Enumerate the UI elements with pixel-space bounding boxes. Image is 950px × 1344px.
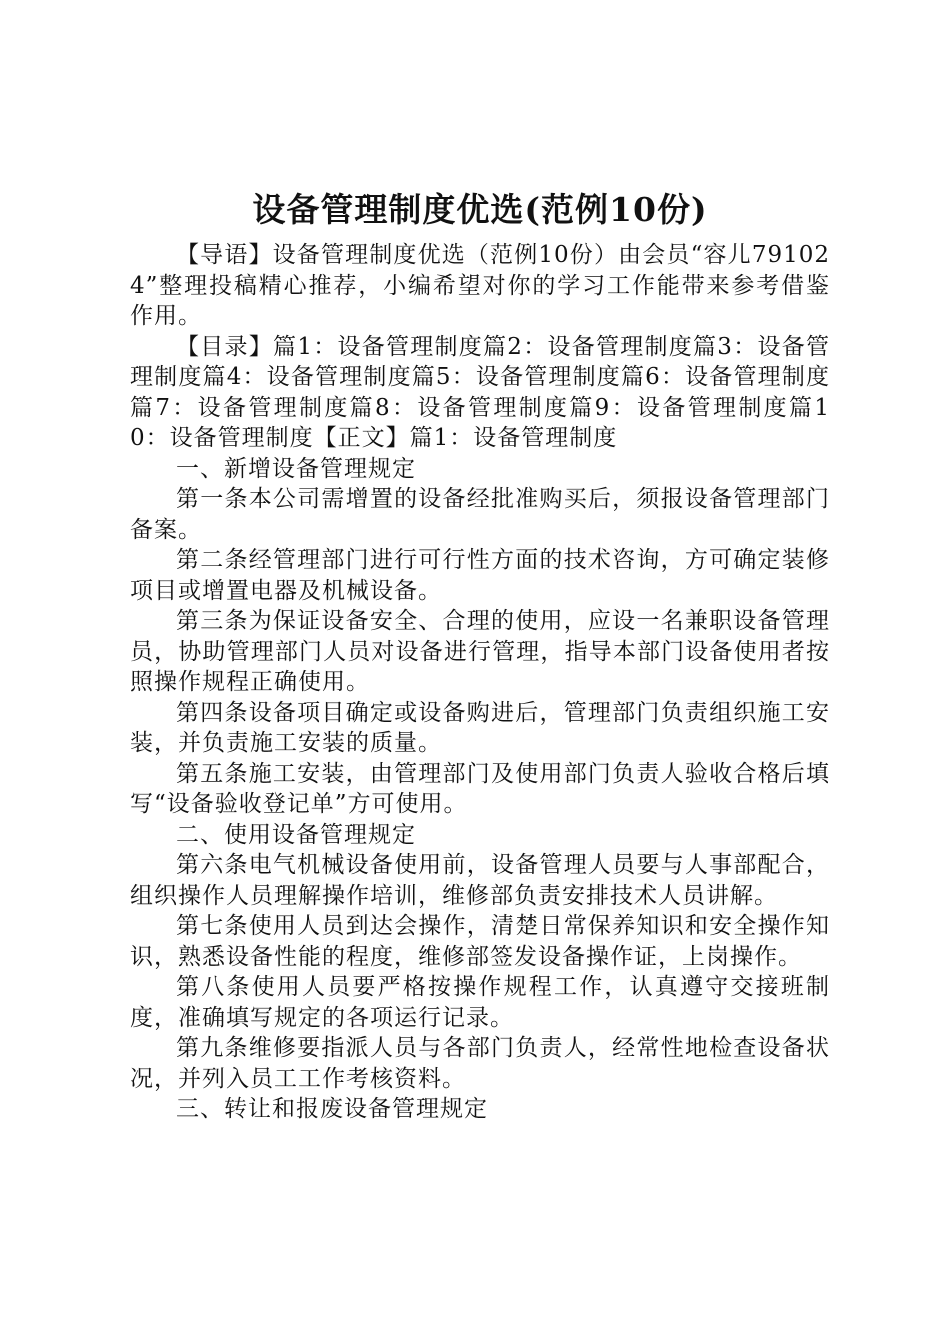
- body-paragraph: 第一条本公司需增置的设备经批准购买后，须报设备管理部门备案。: [130, 486, 830, 543]
- body-paragraph: 第九条维修要指派人员与各部门负责人，经常性地检查设备状况，并列入员工工作考核资料。: [130, 1035, 830, 1092]
- document-body: [130, 188, 830, 1125]
- section-heading: 二、使用设备管理规定: [176, 821, 416, 848]
- body-paragraph: 第二条经管理部门进行可行性方面的技术咨询，方可确定装修项目或增置电器及机械设备。: [130, 547, 830, 604]
- body-paragraph: 第五条施工安装，由管理部门及使用部门负责人验收合格后填写“设备验收登记单”方可使用。: [130, 760, 830, 817]
- body-paragraph: 第七条使用人员到达会操作，清楚日常保养知识和安全操作知识，熟悉设备性能的程度，维修部签发设备操作证，上岗操作。: [130, 913, 830, 970]
- body-paragraph: 第三条为保证设备安全、合理的使用，应设一名兼职设备管理员，协助管理部门人员对设备进行管理，指导本部门设备使用者按照操作规程正确使用。: [130, 608, 830, 695]
- section-heading: 一、新增设备管理规定: [176, 455, 416, 482]
- body-paragraph: 第八条使用人员要严格按操作规程工作，认真遵守交接班制度，准确填写规定的各项运行记录。: [130, 974, 830, 1031]
- body-paragraph: 【目录】篇1：设备管理制度篇2：设备管理制度篇3：设备管理制度篇4：设备管理制度篇5：设备管理制度篇6：设备管理制度篇7：设备管理制度篇8：设备管理制度篇9：设备管理制度篇10：设备管理制度【正文】篇1：设备管理制度: [130, 333, 830, 451]
- section-heading: 三、转让和报废设备管理规定: [176, 1096, 488, 1122]
- body-paragraph: 【导语】设备管理制度优选（范例10份）由会员“容儿791024”整理投稿精心推荐，小编希望对你的学习工作能带来参考借鉴作用。: [130, 242, 830, 329]
- body-paragraph: 第四条设备项目确定或设备购进后，管理部门负责组织施工安装，并负责施工安装的质量。: [130, 699, 830, 756]
- document-title: 设备管理制度优选(范例10份): [252, 190, 708, 229]
- body-paragraph: 第六条电气机械设备使用前，设备管理人员要与人事部配合，组织操作人员理解操作培训，维修部负责安排技术人员讲解。: [130, 852, 830, 909]
- paragraph-list: [130, 240, 830, 1125]
